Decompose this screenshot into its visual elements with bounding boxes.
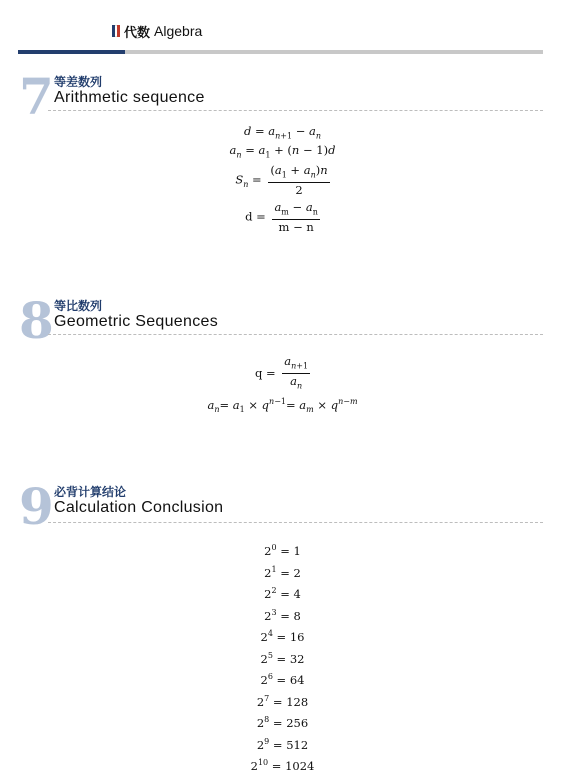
flag-icon xyxy=(112,25,120,37)
power-exponent: 5 xyxy=(267,650,273,660)
power-base: 2 xyxy=(260,651,268,666)
power-of-two-row: $2^4 = 16$ xyxy=(260,629,305,644)
section-title-en: Geometric Sequences xyxy=(54,313,219,330)
power-of-two-row: $2^6 = 64$ xyxy=(260,672,305,687)
power-of-two-row: $2^8 = 256$ xyxy=(256,715,309,730)
section-number: 8 xyxy=(19,291,54,350)
power-of-two-row: $2^7 = 128$ xyxy=(256,693,309,709)
power-base: 2 xyxy=(256,715,265,730)
power-value: 8 xyxy=(293,608,301,623)
section-number: 9 xyxy=(19,477,54,536)
section-divider xyxy=(48,522,543,523)
power-base: 2 xyxy=(260,672,268,687)
header-title-en: Algebra xyxy=(154,23,203,39)
power-of-two-row: $2^0 = 1$ xyxy=(264,543,301,558)
formula-difference-from-terms: d = $\frac{a_m - a_n}{m - n}$ xyxy=(245,200,318,235)
power-exponent: 6 xyxy=(267,672,273,681)
power-base: 2 xyxy=(256,694,265,709)
section-title-en: Arithmetic sequence xyxy=(54,89,205,106)
formula-geometric-nth-term: $a_n= a_1 \times q^{n-1}= a_m \times q^{n-m}$ xyxy=(207,397,358,415)
power-value: 2 xyxy=(293,565,301,580)
power-value: 1 xyxy=(293,543,301,558)
power-value: 32 xyxy=(289,651,305,666)
section-title-zh: 必背计算结论 xyxy=(54,485,127,499)
power-of-two-row: $2^{10} = 1024$ xyxy=(250,758,315,773)
header-title-zh: 代数 xyxy=(124,25,151,41)
power-value: 256 xyxy=(286,715,309,730)
power-of-two-row: $2^1 = 2$ xyxy=(264,564,301,580)
power-base: 2 xyxy=(260,629,268,644)
fraction: $\frac{a_{n+1}}{a_n}$ xyxy=(284,354,309,391)
power-of-two-row: $2^9 = 512$ xyxy=(256,736,309,752)
formula-common-difference: $d = a_{n+1} - a_n$ xyxy=(243,124,322,141)
page-header xyxy=(112,21,202,41)
section-number: 7 xyxy=(19,67,54,126)
formula-sum: $S_n$ = $\frac{(a_1 + a_n)n}{2}$ xyxy=(235,163,328,198)
power-value: 64 xyxy=(289,672,305,687)
power-value: 16 xyxy=(289,629,305,644)
section-divider xyxy=(48,110,543,111)
power-exponent: 0 xyxy=(271,543,277,552)
power-base: 2 xyxy=(264,586,272,601)
formula-common-ratio: q = $\frac{a_{n+1}}{a_n}$ xyxy=(254,354,309,391)
power-base: 2 xyxy=(256,737,265,752)
power-exponent: 10 xyxy=(257,758,269,767)
power-exponent: 3 xyxy=(271,607,277,617)
section-title-zh: 等差数列 xyxy=(54,75,103,89)
power-value: 1024 xyxy=(285,758,315,773)
power-exponent: 1 xyxy=(271,564,277,574)
fraction: $\frac{a_m - a_n}{m - n}$ xyxy=(274,200,318,235)
power-of-two-row: $2^3 = 8$ xyxy=(264,607,301,623)
header-rule-accent xyxy=(18,50,125,54)
header-rule xyxy=(18,50,543,54)
fraction: $\frac{(a_1 + a_n)n}{2}$ xyxy=(270,163,328,198)
power-value: 512 xyxy=(286,737,309,752)
section-title-zh: 等比数列 xyxy=(54,299,103,313)
power-exponent: 9 xyxy=(264,736,270,746)
power-base: 2 xyxy=(264,543,272,558)
power-value: 128 xyxy=(286,694,309,709)
power-base: 2 xyxy=(250,758,258,773)
power-exponent: 4 xyxy=(267,629,273,638)
section-title-en: Calculation Conclusion xyxy=(54,499,224,516)
section-divider xyxy=(48,334,543,335)
power-exponent: 8 xyxy=(264,715,270,724)
power-exponent: 2 xyxy=(271,586,277,595)
power-base: 2 xyxy=(264,608,272,623)
power-exponent: 7 xyxy=(264,693,270,703)
power-of-two-row: $2^2 = 4$ xyxy=(264,586,301,601)
power-base: 2 xyxy=(264,565,272,580)
power-value: 4 xyxy=(293,586,301,601)
formula-nth-term: $a_n = a_1 + (n - 1)d$ xyxy=(229,143,336,160)
power-of-two-row: $2^5 = 32$ xyxy=(260,650,305,666)
